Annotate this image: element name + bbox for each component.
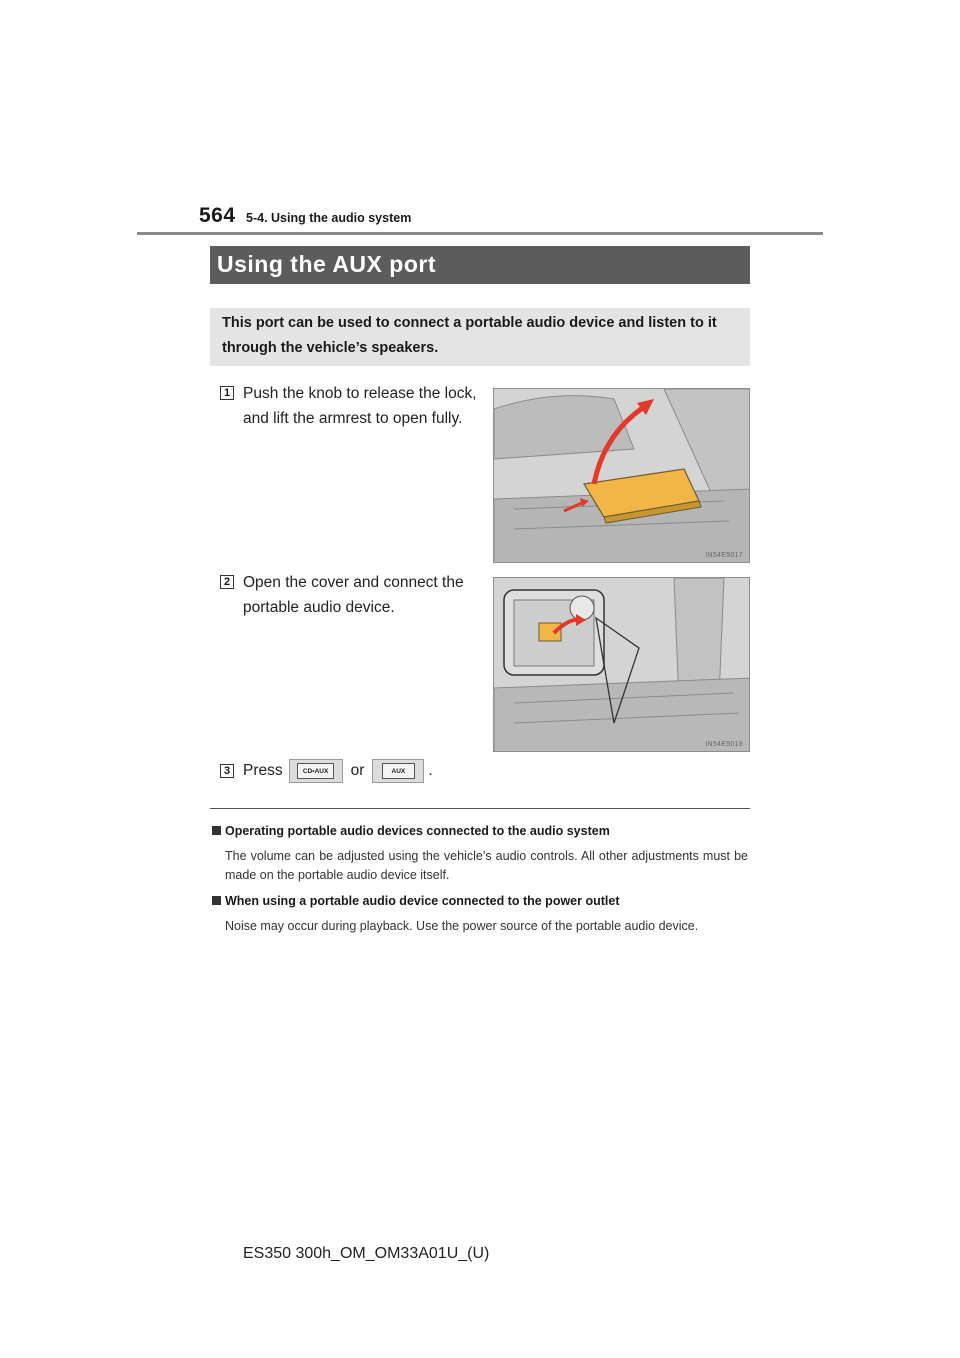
image-code: IN54E5017 — [705, 552, 743, 559]
cd-aux-button[interactable] — [289, 759, 343, 783]
intro-text: This port can be used to connect a portable audio device and listen to it through the vehicle’s speakers. — [210, 308, 750, 366]
note-power-outlet — [212, 892, 748, 936]
note-body: Noise may occur during playback. Use the power source of the portable audio device. — [225, 919, 699, 933]
step-1-text: Push the knob to release the lock, and lift the armrest to open fully. — [243, 385, 477, 427]
aux-button-label: AUX — [382, 763, 416, 779]
page-title: Using the AUX port — [210, 246, 750, 284]
step-1-number: 1 — [220, 386, 234, 400]
note-heading-text: Operating portable audio devices connected to the audio system — [225, 824, 610, 838]
section-divider — [210, 808, 750, 809]
armrest-drawing — [494, 389, 750, 563]
note-heading — [212, 892, 748, 910]
aux-button[interactable] — [372, 759, 424, 783]
note-heading — [212, 822, 748, 840]
aux-port-drawing — [494, 578, 750, 752]
step-3-number: 3 — [220, 764, 234, 778]
footer-doc-id: ES350 300h_OM_OM33A01U_(U) — [243, 1245, 490, 1262]
section-label: 5-4. Using the audio system — [246, 211, 412, 225]
aux-port-illustration — [493, 577, 750, 752]
header-rule — [137, 232, 823, 235]
press-label: Press — [243, 762, 283, 779]
note-body: The volume can be adjusted using the vehicle’s audio controls. All other adjustments must be made on the portable audio device itself. — [225, 849, 748, 882]
period: . — [428, 762, 433, 779]
bullet-square-icon — [212, 896, 221, 905]
armrest-illustration — [493, 388, 750, 563]
note-operating-devices — [212, 822, 748, 885]
step-3-text — [243, 758, 433, 784]
bullet-square-icon — [212, 826, 221, 835]
or-label: or — [350, 762, 365, 779]
note-heading-text: When using a portable audio device connected to the power outlet — [225, 894, 620, 908]
cd-aux-button-label: CD•AUX — [297, 763, 334, 779]
image-code: IN54E5018 — [705, 741, 743, 748]
step-2-number: 2 — [220, 575, 234, 589]
page-number: 564 — [199, 204, 236, 227]
step-2-text: Open the cover and connect the portable audio device. — [243, 574, 464, 616]
